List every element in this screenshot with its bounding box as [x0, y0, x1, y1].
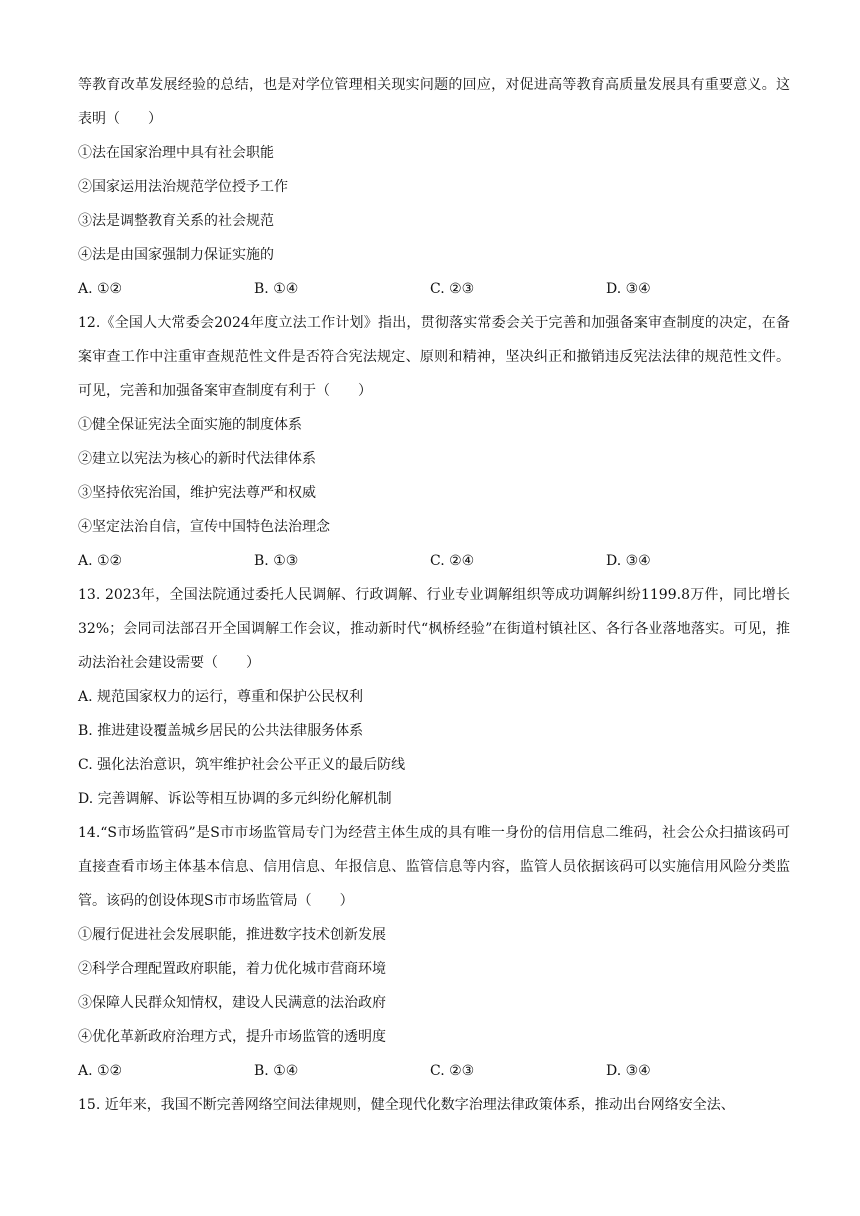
q11-item-2: ②国家运用法治规范学位授予工作: [78, 179, 288, 195]
q13-option-d: D. 完善调解、诉讼等相互协调的多元纠纷化解机制: [78, 791, 392, 807]
q12-option-c: C. ②④: [430, 553, 475, 569]
question-11-stem: 等教育改革发展经验的总结，也是对学位管理相关现实问题的回应，对促进高等教育高质量发展具有重要意义。这表明（ ）: [78, 77, 790, 127]
q11-item-4: ④法是由国家强制力保证实施的: [78, 247, 274, 263]
q14-option-d: D. ③④: [606, 1063, 651, 1079]
q13-option-b: B. 推进建设覆盖城乡居民的公共法律服务体系: [78, 723, 364, 739]
q11-option-b: B. ①④: [254, 281, 299, 297]
q12-option-d: D. ③④: [606, 553, 651, 569]
q12-options: [78, 544, 790, 578]
q14-item-4: ④优化革新政府治理方式，提升市场监管的透明度: [78, 1029, 386, 1045]
q14-option-c: C. ②③: [430, 1063, 475, 1079]
q12-item-2: ②建立以宪法为核心的新时代法律体系: [78, 451, 316, 467]
q11-item-1: ①法在国家治理中具有社会职能: [78, 145, 274, 161]
question-15-stem: 15. 近年来，我国不断完善网络空间法律规则，健全现代化数字治理法律政策体系，推动出台网络安全法、: [78, 1097, 735, 1113]
exam-page: [78, 68, 790, 1122]
q12-option-a: A. ①②: [78, 553, 123, 569]
q14-option-b: B. ①④: [254, 1063, 299, 1079]
q13-option-c: C. 强化法治意识，筑牢维护社会公平正义的最后防线: [78, 757, 406, 773]
q13-option-a: A. 规范国家权力的运行，尊重和保护公民权利: [78, 689, 364, 705]
question-13-stem: 13. 2023年，全国法院通过委托人民调解、行政调解、行业专业调解组织等成功调解纠纷1199.8万件，同比增长32%；会同司法部召开全国调解工作会议，推动新时代“枫桥经验”在街道村镇社区、各行各业落地落实。可见，推动法治社会建设需要（ ）: [78, 587, 790, 671]
q11-item-3: ③法是调整教育关系的社会规范: [78, 213, 274, 229]
q14-item-2: ②科学合理配置政府职能，着力优化城市营商环境: [78, 961, 386, 977]
q11-option-a: A. ①②: [78, 281, 123, 297]
q12-item-4: ④坚定法治自信，宣传中国特色法治理念: [78, 519, 330, 535]
question-14-stem: 14.“S市场监管码”是S市市场监管局专门为经营主体生成的具有唯一身份的信用信息二维码，社会公众扫描该码可直接查看市场主体基本信息、信用信息、年报信息、监管信息等内容，监管人员依据该码可以实施信用风险分类监管。该码的创设体现S市市场监管局（ ）: [78, 825, 790, 909]
q14-option-a: A. ①②: [78, 1063, 123, 1079]
q11-options: [78, 272, 790, 306]
q12-option-b: B. ①③: [254, 553, 299, 569]
q12-item-1: ①健全保证宪法全面实施的制度体系: [78, 417, 302, 433]
q14-options: [78, 1054, 790, 1088]
q14-item-3: ③保障人民群众知情权，建设人民满意的法治政府: [78, 995, 386, 1011]
q11-option-c: C. ②③: [430, 281, 475, 297]
question-12-stem: 12.《全国人大常委会2024年度立法工作计划》指出，贯彻落实常委会关于完善和加强备案审查制度的决定，在备案审查工作中注重审查规范性文件是否符合宪法规定、原则和精神，坚决纠正和撤销违反宪法法律的规范性文件。可见，完善和加强备案审查制度有利于（ ）: [78, 315, 790, 399]
q14-item-1: ①履行促进社会发展职能，推进数字技术创新发展: [78, 927, 386, 943]
q12-item-3: ③坚持依宪治国，维护宪法尊严和权威: [78, 485, 316, 501]
q11-option-d: D. ③④: [606, 281, 651, 297]
